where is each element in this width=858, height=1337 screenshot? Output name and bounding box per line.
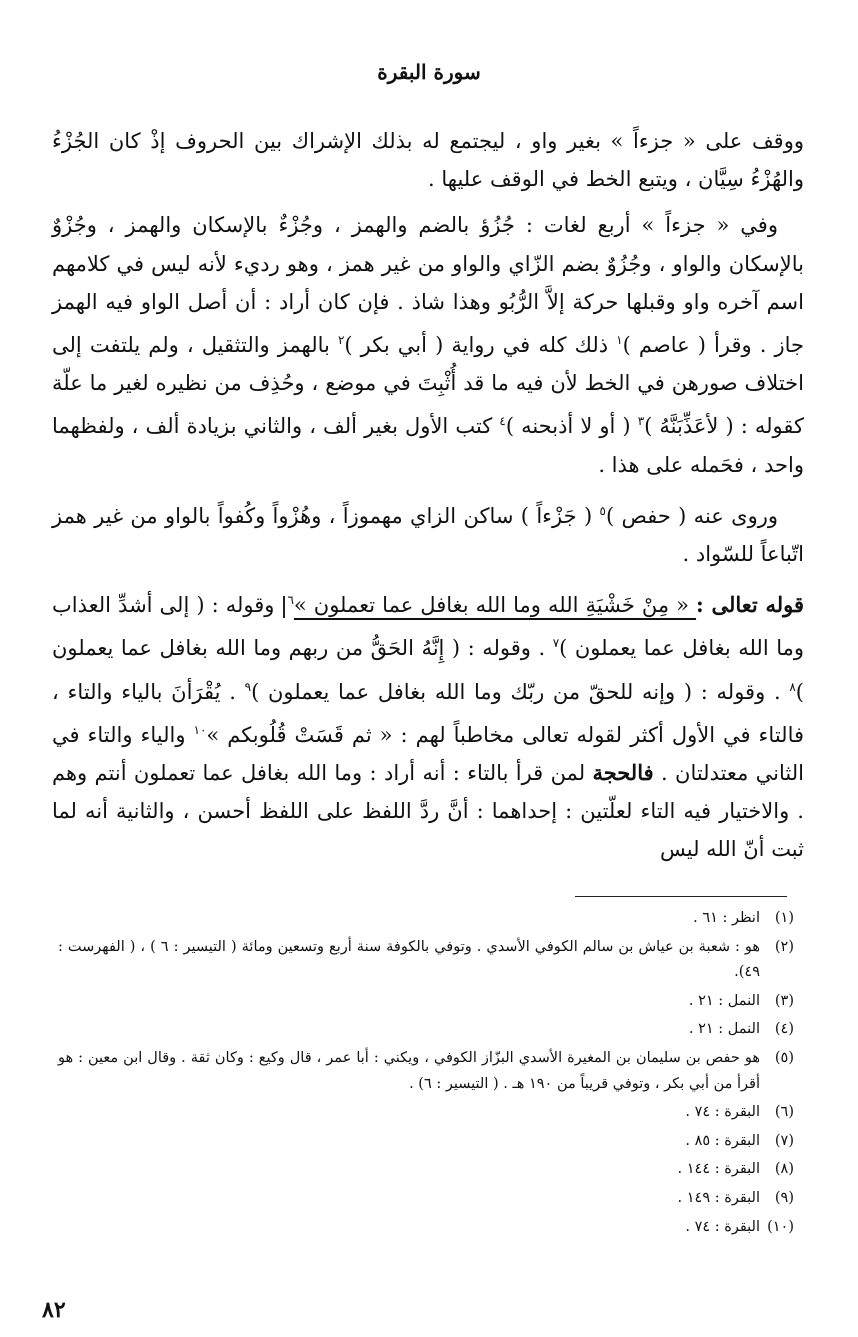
verse-lead: قوله تعالى : bbox=[696, 592, 804, 618]
footnote-number: (٢) bbox=[774, 938, 794, 955]
footnote-number: (٥) bbox=[774, 1049, 794, 1066]
footnote-ref: ٦ bbox=[287, 593, 294, 608]
footnote-number: (١) bbox=[774, 910, 794, 926]
page-header: سورة البقرة bbox=[377, 60, 481, 84]
footnote-ref: ١٠ bbox=[193, 722, 207, 737]
footnote-number: (٧) bbox=[774, 1132, 794, 1149]
footnote-text: البقرة : ٧٤ . bbox=[685, 1218, 760, 1235]
footnote-number: (٣) bbox=[774, 992, 794, 1009]
footnote-item bbox=[58, 1215, 794, 1241]
footnote-ref: ٨ bbox=[789, 679, 796, 694]
verse-quote: « مِنْ خَشْيَةِ الله وما الله بغافل عما تعملون » bbox=[293, 593, 697, 618]
footnote-ref: ٥ bbox=[599, 503, 606, 518]
footnote-text: هو حفص بن سليمان بن المغيرة الأسدي البزّاز الكوفي ، ويكني : أبا عمر ، قال وكيع : وكان ثقة . وقال ابن معين : هو أقرأ من أبي بكر ، وتوفي قريباً من ١٩٠ هـ . ( التيسير : ٦) . bbox=[58, 1049, 760, 1092]
paragraph-2 bbox=[52, 206, 804, 483]
paragraph-4-text-b: . وقوله : ( إِنَّهُ الحَقُّ من ربهم وما الله بغافل عما يعملون ) bbox=[52, 636, 804, 704]
footnote-item bbox=[58, 1157, 794, 1183]
footnote-item bbox=[58, 935, 794, 986]
paragraph-2-text-e: كتب الأول بغير ألف ، والثاني بزيادة ألف ، ولفظهما واحد ، فحَمله على هذا . bbox=[52, 414, 804, 477]
footnote-text: هو : شعبة بن عياش بن سالم الكوفي الأسدي . وتوفي بالكوفة سنة أربع وتسعين ومائة ( التيسير : ٦ ) ، ( الفهرست : ٤٩). bbox=[58, 938, 761, 981]
footnotes bbox=[58, 906, 794, 1243]
paragraph-3 bbox=[52, 492, 804, 573]
footnote-number: (٨) bbox=[774, 1161, 794, 1178]
footnote-ref: ١ bbox=[616, 333, 623, 348]
footnote-item bbox=[58, 1046, 794, 1097]
footnote-text: البقرة : ١٤٩ . bbox=[677, 1189, 760, 1206]
footnote-item bbox=[58, 989, 794, 1015]
paragraph-4-text-e: والياء والتاء في الثاني معتدلتان . bbox=[52, 722, 804, 786]
footnote-item bbox=[58, 1017, 794, 1043]
footnote-number: (٤) bbox=[774, 1021, 794, 1038]
main-text bbox=[52, 122, 804, 877]
paragraph-4 bbox=[52, 581, 804, 868]
footnote-text: البقرة : ٧٤ . bbox=[685, 1104, 760, 1121]
paragraph-1 bbox=[52, 122, 804, 198]
paragraph-2-text-b: ذلك كله في رواية ( أبي بكر ) bbox=[344, 333, 617, 358]
footnote-text: البقرة : ١٤٤ . bbox=[677, 1161, 760, 1178]
footnote-text: النمل : ٢١ . bbox=[688, 1021, 760, 1038]
footnote-number: (١٠) bbox=[767, 1218, 794, 1235]
paragraph-1-text: ووقف على « جزءاً » بغير واو ، ليجتمع له بذلك الإشراك بين الحروف إذْ كان الجُزْءُ والهُزْءُ سِيَّان ، ويتبع الخط في الوقف عليها . bbox=[52, 129, 804, 192]
footnote-text: البقرة : ٨٥ . bbox=[685, 1132, 760, 1149]
paragraph-2-text-a: وفي « جزءاً » أربع لغات : جُزُؤ بالضم والهمز ، وجُزْءٌ بالإسكان والهمز ، وجُزْوٌ بالإسكان والواو ، وجُزُوٌ بضم الزّاي والواو من غير همز ، وهو رديء لأنه ليس في كلامهم اسم آخره واو وقبلها حركة إلاَّ الرُّبُو وهذا شاذ . فإن كان أراد : أن أصل الواو فيه الهمز جاز . وقرأ ( عاصم ) bbox=[52, 213, 805, 358]
footnote-divider bbox=[575, 896, 787, 897]
footnote-number: (٦) bbox=[774, 1104, 794, 1121]
footnote-item bbox=[58, 1129, 794, 1155]
footnote-ref: ٢ bbox=[337, 333, 345, 348]
footnote-item bbox=[58, 1186, 794, 1212]
footnote-item bbox=[58, 906, 794, 932]
paragraph-2-text-c: بالهمز والتثقيل ، ولم يلتفت إلى اختلاف صورهن في الخط لأن فيه ما قد أُثْبِتَ في موضع ، وحُذِف من نظيره لغير ما علّة كقوله : ( لأعَذِّبَنَّهُ ) bbox=[52, 333, 804, 439]
paragraph-4-text-c: . وقوله : ( وإنه للحقّ من ربّك وما الله بغافل عما يعملون ) bbox=[251, 679, 790, 704]
paragraph-2-text-d: ( أو لا أذبحنه ) bbox=[505, 414, 638, 439]
footnote-text: النمل : ٢١ . bbox=[688, 992, 760, 1009]
margin-mark bbox=[283, 596, 285, 618]
footnote-ref: ٧ bbox=[552, 636, 560, 651]
footnote-text: انظر : ٦١ . bbox=[693, 910, 760, 926]
footnote-ref: ٩ bbox=[244, 679, 252, 694]
footnote-number: (٩) bbox=[774, 1189, 794, 1206]
paragraph-3-text-b: ( جَزْءاً ) ساكن الزاي مهموزاً ، وهُزْواً وكُفواً بالواو من غير همز اتّباعاً للسّواد . bbox=[52, 503, 804, 567]
footnote-ref: ٣ bbox=[637, 414, 645, 429]
footnote-ref: ٤ bbox=[499, 414, 506, 429]
hujja-term: فالحجة bbox=[592, 760, 654, 786]
paragraph-3-text-a: وروى عنه ( حفص ) bbox=[605, 503, 779, 528]
paragraph-4-text-d: . يُقْرَأنَ بالياء والتاء ، فالتاء في الأول أكثر لقوله تعالى مخاطباً لهم : « ثم قَسَتْ قُلُوبكم » bbox=[52, 679, 805, 747]
paragraph-4-text-f: لمن قرأ بالتاء : أنه أراد : وما الله بغافل عما تعملون أنتم وهم . والاختيار فيه التاء لعلّتين : إحداهما : أنَّ ردَّ اللفظ على اللفظ أحسن ، والثانية أنه لما ثبت أنّ الله ليس bbox=[52, 761, 804, 862]
footnote-item bbox=[58, 1100, 794, 1126]
paragraph-4-text-a: وقوله : ( إلى أشدِّ العذاب وما الله بغافل عما يعملون ) bbox=[52, 593, 804, 661]
page-number: ٨٢ bbox=[42, 1297, 66, 1323]
